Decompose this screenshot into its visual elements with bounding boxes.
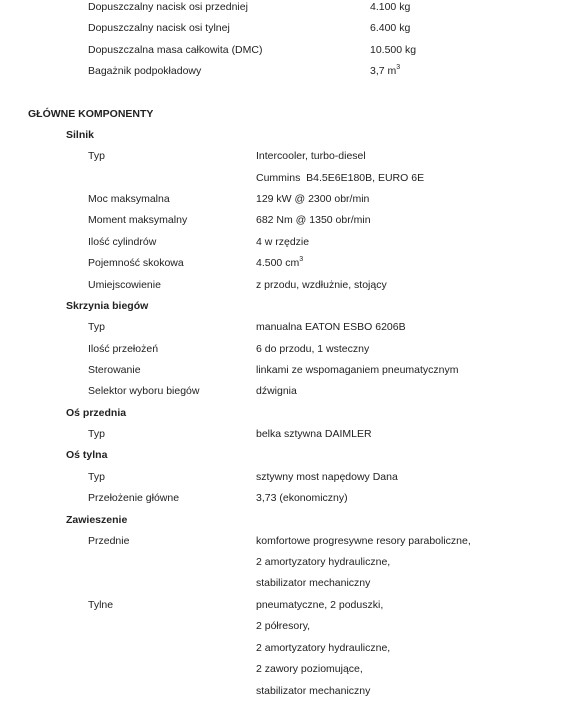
engine-torque-value: 682 Nm @ 1350 obr/min xyxy=(256,214,371,226)
rear-axle-ratio-value: 3,73 (ekonomiczny) xyxy=(256,492,348,504)
group-title-suspension: Zawieszenie xyxy=(66,514,128,526)
gearbox-type-label: Typ xyxy=(88,321,105,333)
front-axle-type-label: Typ xyxy=(88,428,105,440)
gearbox-selector-label: Selektor wyboru biegów xyxy=(88,385,200,397)
engine-cylinders-value: 4 w rzędzie xyxy=(256,236,310,248)
engine-power-label: Moc maksymalna xyxy=(88,193,170,205)
engine-type-value-2: Cummins B4.5E6E180B, EURO 6E xyxy=(256,172,425,184)
row-value-rear-axle-load: 6.400 kg xyxy=(370,22,411,34)
suspension-rear-label: Tylne xyxy=(88,599,114,611)
group-title-gearbox: Skrzynia biegów xyxy=(66,300,149,312)
engine-location-value: z przodu, wzdłużnie, stojący xyxy=(256,279,387,291)
gearbox-control-value: linkami ze wspomaganiem pneumatycznym xyxy=(256,364,459,376)
row-value-front-axle-load: 4.100 kg xyxy=(370,1,411,13)
row-label-luggage: Bagażnik podpokładowy xyxy=(88,65,202,77)
superscript: 3 xyxy=(299,255,304,263)
suspension-front-value-1: komfortowe progresywne resory paraboliczne, xyxy=(256,535,471,547)
row-value-luggage: 3,7 $m^3$ xyxy=(370,63,401,77)
rear-axle-type-value: sztywny most napędowy Dana xyxy=(256,471,398,483)
row-label-front-axle-load: Dopuszczalny nacisk osi przedniej xyxy=(88,1,248,13)
suspension-rear-value-1: pneumatyczne, 2 poduszki, xyxy=(256,599,384,611)
rear-axle-type-label: Typ xyxy=(88,471,105,483)
group-title-front-axle: Oś przednia xyxy=(66,407,127,419)
engine-location-label: Umiejscowienie xyxy=(88,279,161,291)
gearbox-type-value: manualna EATON ESBO 6206B xyxy=(256,321,406,333)
engine-type-value-1: Intercooler, turbo-diesel xyxy=(256,150,366,162)
suspension-front-label: Przednie xyxy=(88,535,130,547)
suspension-front-value-3: stabilizator mechaniczny xyxy=(256,577,371,589)
gearbox-control-label: Sterowanie xyxy=(88,364,141,376)
row-label-rear-axle-load: Dopuszczalny nacisk osi tylnej xyxy=(88,22,230,34)
front-axle-type-value: belka sztywna DAIMLER xyxy=(256,428,372,440)
gearbox-gears-value: 6 do przodu, 1 wsteczny xyxy=(256,343,370,355)
group-title-rear-axle: Oś tylna xyxy=(66,449,108,461)
row-value-gvw: 10.500 kg xyxy=(370,44,417,56)
engine-power-value: 129 kW @ 2300 obr/min xyxy=(256,193,370,205)
engine-cylinders-label: Ilość cylindrów xyxy=(88,236,157,248)
suspension-front-value-2: 2 amortyzatory hydrauliczne, xyxy=(256,556,391,568)
suspension-rear-value-2: 2 półresory, xyxy=(256,620,311,632)
section-title: GŁÓWNE KOMPONENTY xyxy=(28,108,154,120)
gearbox-gears-label: Ilość przełożeń xyxy=(88,343,159,355)
rear-axle-ratio-label: Przełożenie główne xyxy=(88,492,180,504)
engine-displacement-value: 4.500 $cm^3$ xyxy=(256,255,304,269)
suspension-rear-value-5: stabilizator mechaniczny xyxy=(256,685,371,697)
engine-torque-label: Moment maksymalny xyxy=(88,214,188,226)
group-title-engine: Silnik xyxy=(66,129,95,141)
suspension-rear-value-3: 2 amortyzatory hydrauliczne, xyxy=(256,642,391,654)
row-label-gvw: Dopuszczalna masa całkowita (DMC) xyxy=(88,44,263,56)
engine-displacement-label: Pojemność skokowa xyxy=(88,257,184,269)
gearbox-selector-value: dźwignia xyxy=(256,385,297,397)
superscript: 3 xyxy=(396,63,401,71)
suspension-rear-value-4: 2 zawory poziomujące, xyxy=(256,663,363,675)
engine-type-label: Typ xyxy=(88,150,105,162)
